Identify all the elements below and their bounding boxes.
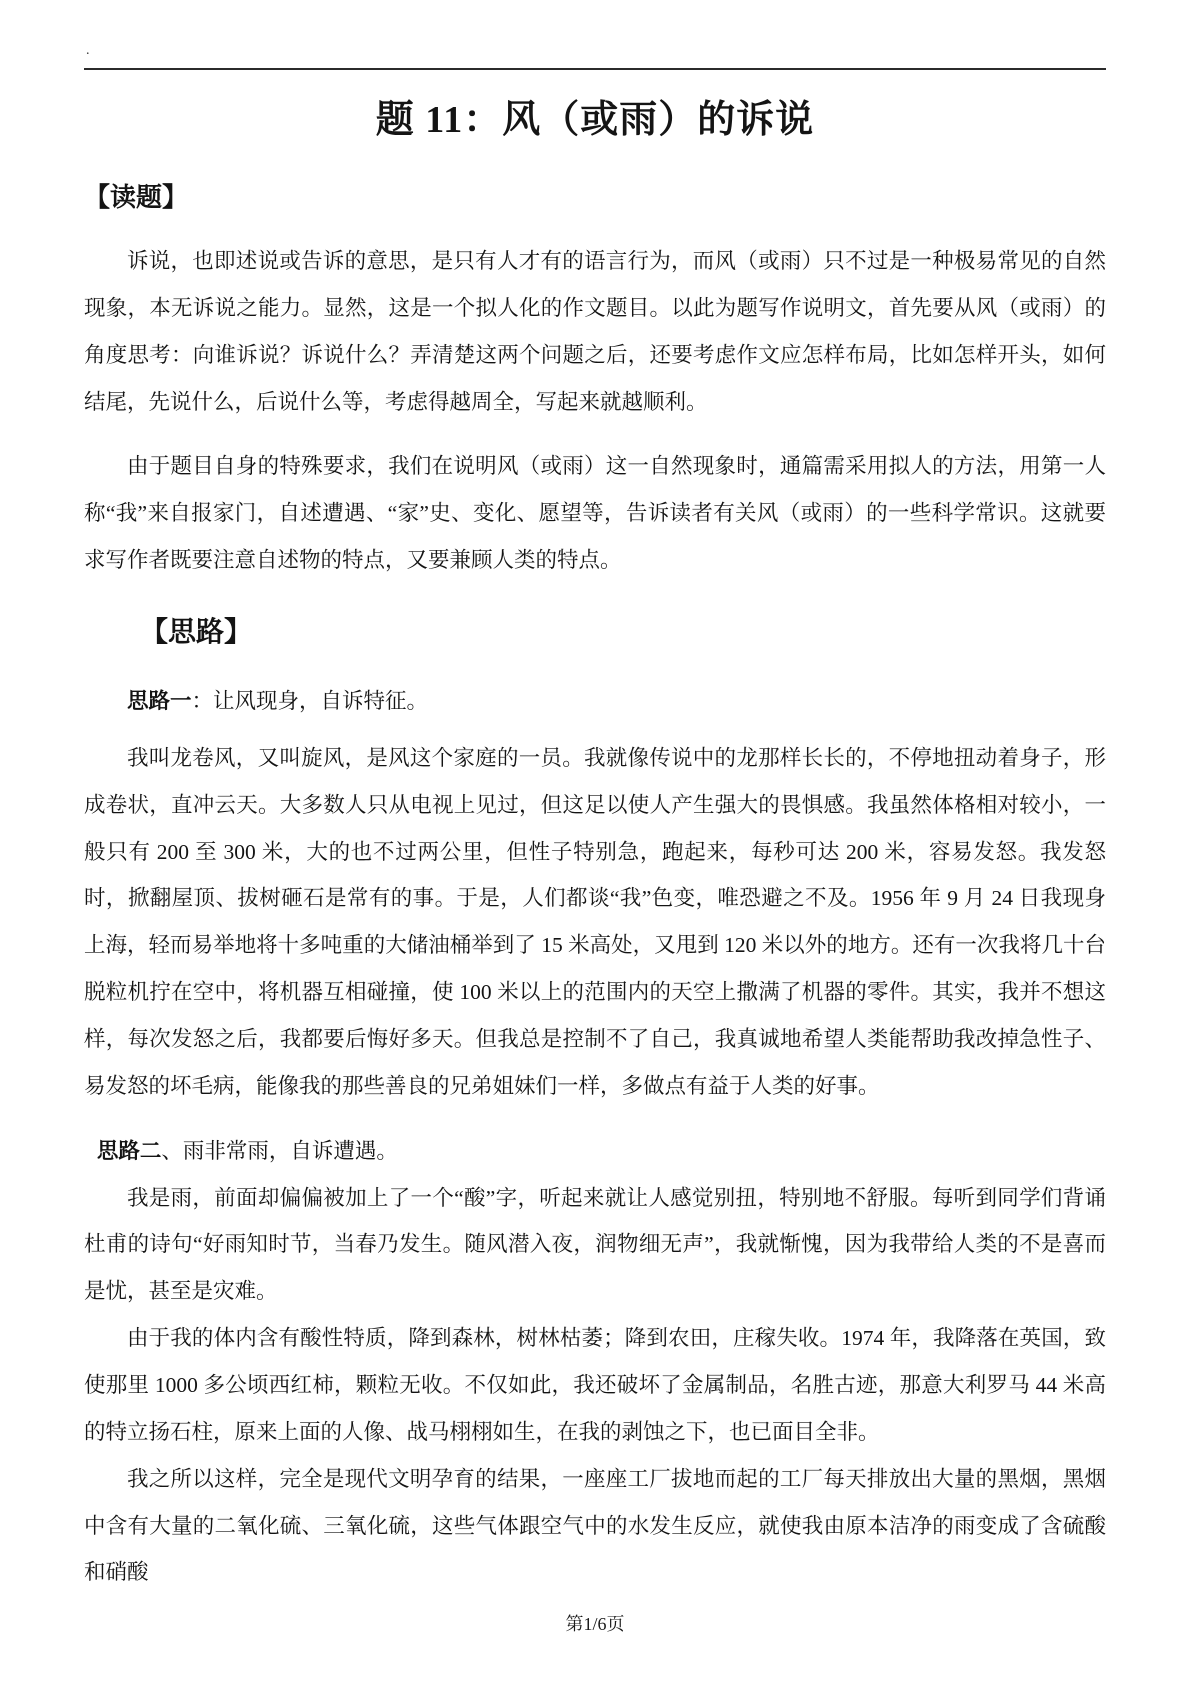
idea1-subtitle: ：让风现身，自诉特征。	[191, 689, 429, 714]
page-header-rule	[84, 44, 1106, 70]
idea1-paragraph: 我叫龙卷风，又叫旋风，是风这个家庭的一员。我就像传说中的龙那样长长的，不停地扭动着身子，形成卷状，直冲云天。大多数人只从电视上见过，但这足以使人产生强大的畏惧感。我虽然体格相对较小，一般只有 200 至 300 米，大的也不过两公里，但性子特别急，跑起来，每秒可达 200 米，容易发怒。我发怒时，掀翻屋顶、拔树砸石是常有的事。于是，人们都谈“我”色变，唯恐避之不及。1956 年 9 月 24 日我现身上海，轻而易举地将十多吨重的大储油桶举到了 15 米高处，又甩到 120 米以外的地方。还有一次我将几十台脱粒机拧在空中，将机器互相碰撞，使 100 米以上的范围内的天空上撒满了机器的零件。其实，我并不想这样，每次发怒之后，我都要后悔好多天。但我总是控制不了自己，我真诚地希望人类能帮助我改掉急性子、易发怒的坏毛病，能像我的那些善良的兄弟姐妹们一样，多做点有益于人类的好事。	[84, 745, 1106, 1098]
idea2-paragraph-2: 由于我的体内含有酸性特质，降到森林，树林枯萎；降到农田，庄稼失收。1974 年，我降落在英国，致使那里 1000 多公顷西红柿，颗粒无收。不仅如此，我还破坏了金属制品，名胜古迹，那意大利罗马 44 米高的特立扬石柱，原来上面的人像、战马栩栩如生，在我的剥蚀之下，也已面目全非。	[84, 1326, 1106, 1444]
idea2-paragraph-3: 我之所以这样，完全是现代文明孕育的结果，一座座工厂拔地而起的工厂每天排放出大量的黑烟，黑烟中含有大量的二氧化硫、三氧化硫，这些气体跟空气中的水发生反应，就使我由原本洁净的雨变成了含硫酸和硝酸	[84, 1466, 1106, 1585]
idea2-label: 思路二	[96, 1138, 162, 1163]
page-title: 题 11：风（或雨）的诉说	[375, 99, 815, 141]
page-number: 第1/6页	[565, 1614, 625, 1634]
section-header-reading: 【读题】	[84, 183, 189, 212]
reading-paragraph-2: 由于题目自身的特殊要求，我们在说明风（或雨）这一自然现象时，通篇需采用拟人的方法，用第一人称“我”来自报家门，自述遭遇、“家”史、变化、愿望等，告诉读者有关风（或雨）的一些科学常识。这就要求写作者既要注意自述物的特点，又要兼顾人类的特点。	[84, 454, 1106, 573]
section-header-ideas: 【思路】	[140, 617, 253, 649]
idea2-heading-line	[84, 1128, 1106, 1175]
idea2-subtitle: 、雨非常雨，自诉遭遇。	[161, 1138, 398, 1163]
reading-paragraph-1: 诉说，也即述说或告诉的意思，是只有人才有的语言行为，而风（或雨）只不过是一种极易常见的自然现象，本无诉说之能力。显然，这是一个拟人化的作文题目。以此为题写作说明文，首先要从风（或雨）的角度思考：向谁诉说？诉说什么？弄清楚这两个问题之后，还要考虑作文应怎样布局，比如怎样开头，如何结尾，先说什么，后说什么等，考虑得越周全，写起来就越顺利。	[84, 249, 1106, 414]
idea2-paragraph-1: 我是雨，前面却偏偏被加上了一个“酸”字，听起来就让人感觉别扭，特别地不舒服。每听到同学们背诵杜甫的诗句“好雨知时节，当春乃发生。随风潜入夜，润物细无声”，我就惭愧，因为我带给人类的不是喜而是忧，甚至是灾难。	[84, 1185, 1106, 1304]
corner-dot: .	[86, 43, 90, 58]
idea1-label: 思路一	[127, 689, 192, 714]
idea1-heading-line	[84, 678, 1106, 725]
